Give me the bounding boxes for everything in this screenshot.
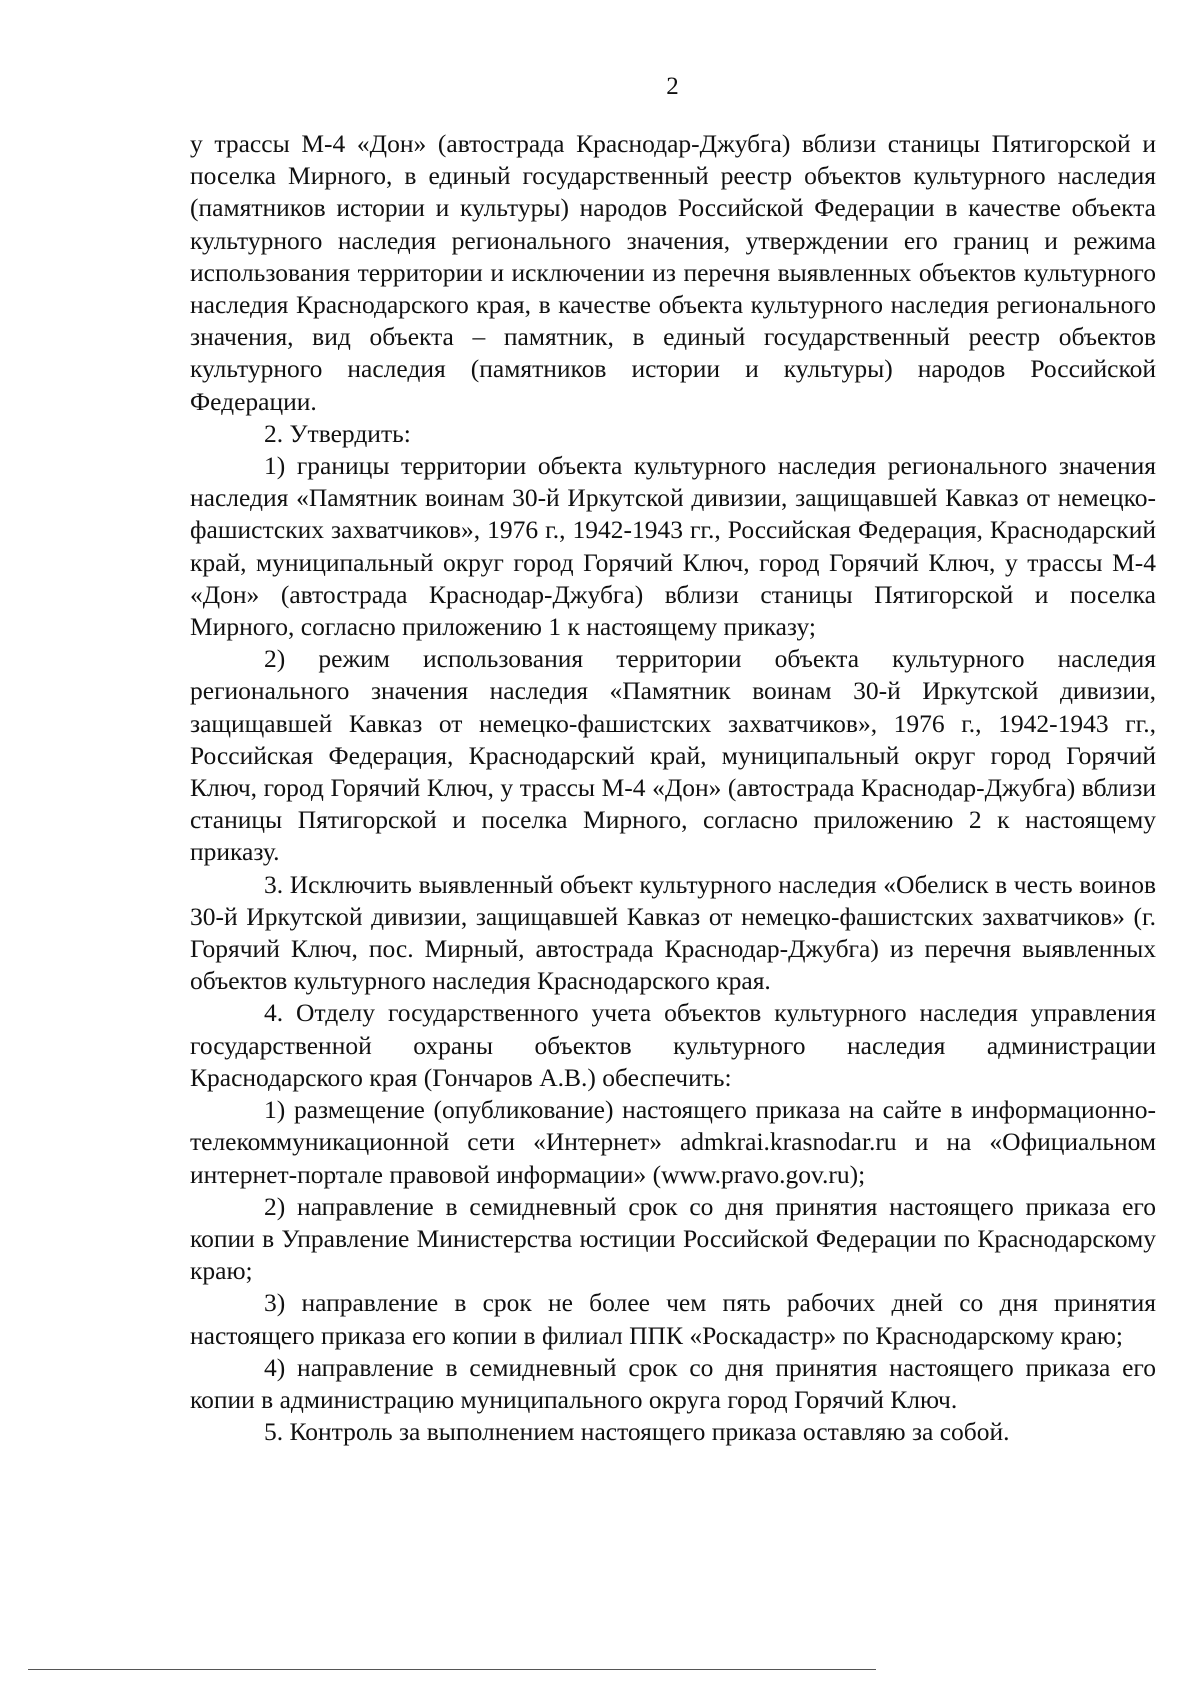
paragraph-item-4-3: 3) направление в срок не более чем пять рабочих дней со дня принятия настоящего приказа его копии в филиал ППК «Роскадастр» по Краснодарскому краю; (190, 1288, 1156, 1350)
paragraph-continuation: у трассы М-4 «Дон» (автострада Краснодар-Джубга) вблизи станицы Пятигорской и поселка Мирного, в единый государственный реестр объектов культурного наследия (памятников истории и культуры) народов Российской Федерации в качестве объекта культурного наследия регионального значения, утверждении его границ и режима использования территории и исключении из перечня выявленных объектов культурного наследия Краснодарского края, в качестве объекта культурного наследия регионального значения, вид объекта – памятник, в единый государственный реестр объектов культурного наследия (памятников истории и культуры) народов Российской Федерации. (190, 129, 1156, 416)
paragraph-item-4-1: 1) размещение (опубликование) настоящего приказа на сайте в информационно-телекоммуникационной сети «Интернет» admkrai.krasnodar.ru и на «Официальном интернет-портале правовой информации» (www.pravo.gov.ru); (190, 1095, 1156, 1189)
paragraph-item-3: 3. Исключить выявленный объект культурного наследия «Обелиск в честь воинов 30-й Иркутской дивизии, защищавшей Кавказ от немецко-фашистских захватчиков» (г. Горячий Ключ, пос. Мирный, автострада Краснодар-Джубга) из перечня выявленных объектов культурного наследия Краснодарского края. (190, 869, 1156, 996)
paragraph-item-4-4: 4) направление в семидневный срок со дня принятия настоящего приказа его копии в администрацию муниципального округа город Горячий Ключ. (190, 1352, 1156, 1414)
paragraph-item-2: 2. Утвердить: (264, 418, 411, 448)
document-body (190, 128, 1156, 1448)
paragraph-item-2-1: 1) границы территории объекта культурного наследия регионального значения наследия «Памятник воинам 30-й Иркутской дивизии, защищавшей Кавказ от немецко-фашистских захватчиков», 1976 г., 1942-1943 гг., Российская Федерация, Краснодарский край, муниципальный округ город Горячий Ключ, город Горячий Ключ, у трассы М-4 «Дон» (автострада Краснодар-Джубга) вблизи станицы Пятигорской и поселка Мирного, согласно приложению 1 к настоящему приказу; (190, 451, 1156, 642)
paragraph-item-5: 5. Контроль за выполнением настоящего приказа оставляю за собой. (264, 1417, 1010, 1447)
paragraph-item-4: 4. Отделу государственного учета объектов культурного наследия управления государственной охраны объектов культурного наследия администрации Краснодарского края (Гончаров А.В.) обеспечить: (190, 998, 1156, 1092)
page-number: 2 (666, 73, 679, 100)
paragraph-item-2-2: 2) режим использования территории объекта культурного наследия регионального значения наследия «Памятник воинам 30-й Иркутской дивизии, защищавшей Кавказ от немецко-фашистских захватчиков», 1976 г., 1942-1943 гг., Российская Федерация, Краснодарский край, муниципальный округ город Горячий Ключ, город Горячий Ключ, у трассы М-4 «Дон» (автострада Краснодар-Джубга) вблизи станицы Пятигорской и поселка Мирного, согласно приложению 2 к настоящему приказу. (190, 644, 1156, 867)
footer-divider (28, 1669, 876, 1670)
paragraph-item-4-2: 2) направление в семидневный срок со дня принятия настоящего приказа его копии в Управление Министерства юстиции Российской Федерации по Краснодарскому краю; (190, 1191, 1156, 1286)
